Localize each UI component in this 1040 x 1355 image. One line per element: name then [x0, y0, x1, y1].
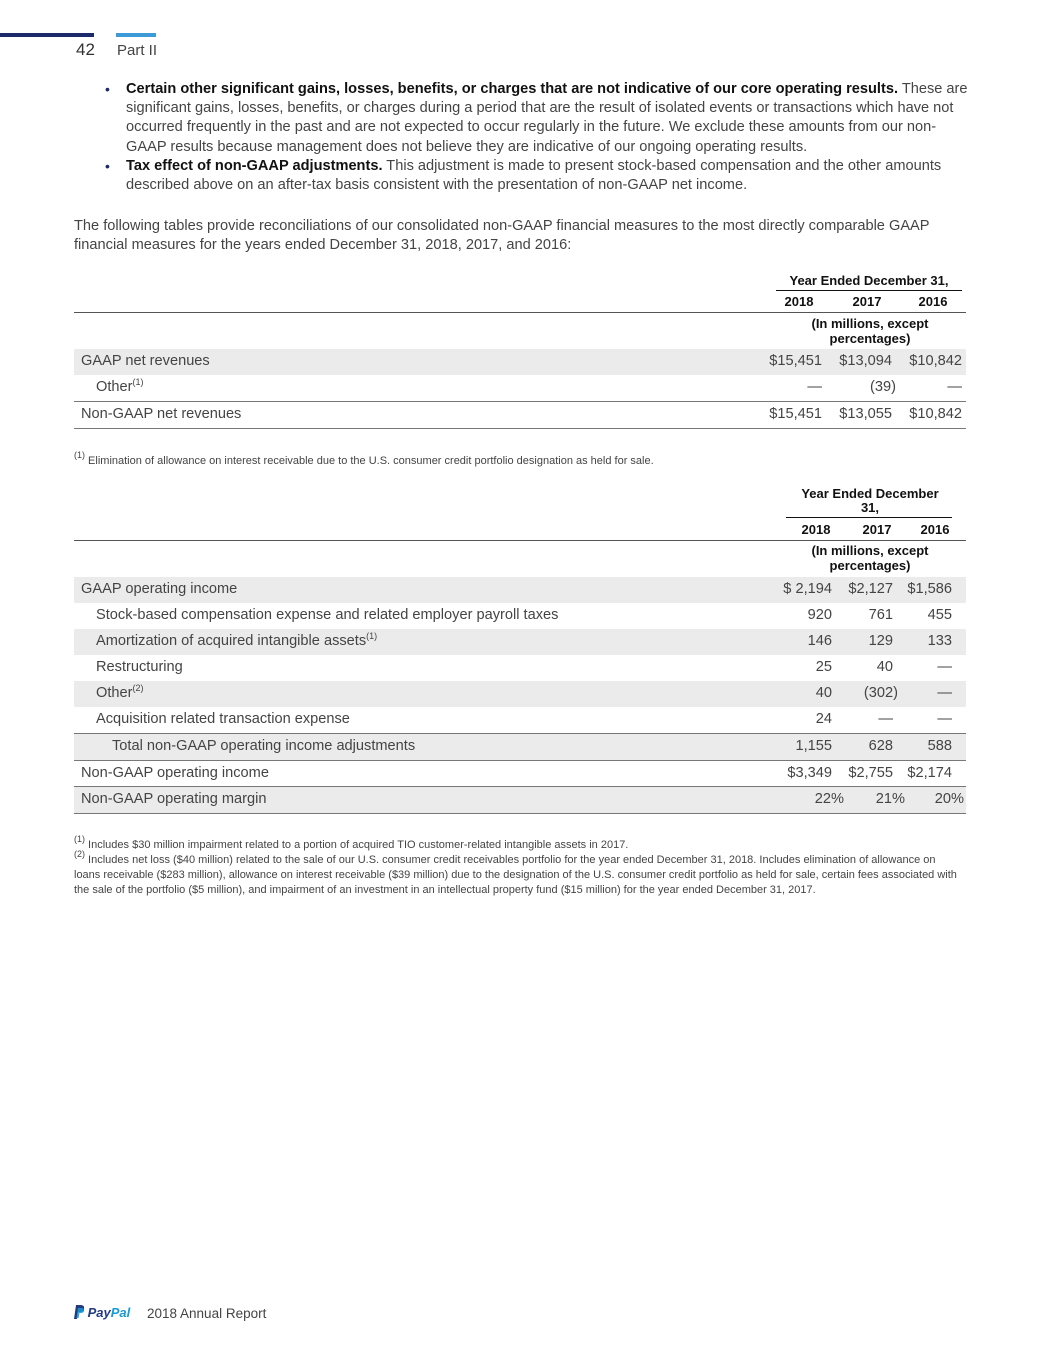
row-label: Acquisition related transaction expense	[96, 711, 350, 727]
cell-2016: $10,842	[909, 406, 962, 422]
cell-2018: 1,155	[795, 738, 832, 754]
cell-2018: $15,451	[769, 353, 822, 369]
units-note: (In millions, except percentages)	[811, 316, 929, 346]
table-row	[74, 603, 966, 629]
table-row	[74, 401, 966, 429]
bullet-text: These are significant gains, losses, benefits, or charges during a period that are the result of isolated events or transactions which have not occurred frequently in the past and are not expected to occur regularly in the future. We exclude these amounts from our non-GAAP results because management does not believe they are indicative of our ongoing operating results.	[126, 81, 968, 155]
cell-2018: 920	[807, 607, 832, 623]
bullet-list	[104, 80, 974, 195]
row-label: Other	[96, 685, 133, 701]
cell-2018: 146	[807, 633, 832, 649]
table-row	[74, 760, 966, 787]
cell-2017: $2,127	[848, 581, 893, 597]
row-label: Other	[96, 379, 133, 395]
logo-pay: Pay	[87, 1305, 111, 1320]
cell-2017: $13,094	[839, 353, 892, 369]
cell-2018: 22%	[814, 791, 844, 807]
row-label: Restructuring	[96, 659, 183, 675]
row-label: Stock-based compensation expense and related employer payroll taxes	[96, 607, 559, 623]
page-number: 42	[76, 40, 95, 59]
header-accent-bar-light	[116, 33, 156, 37]
footnote-ref: (2)	[132, 683, 144, 693]
intro-paragraph: The following tables provide reconciliations of our consolidated non-GAAP financial measures to the most directly comparable GAAP financial measures for the years ended December 31, 2018, 2017, and 2016:	[74, 218, 930, 253]
paypal-logo	[74, 1305, 130, 1320]
table-row	[74, 733, 966, 760]
cell-2016: —	[937, 711, 952, 727]
footnote-text: Includes $30 million impairment related to a portion of acquired TIO customer-related intangible assets in 2017.	[85, 839, 629, 851]
year-header: 2017	[852, 294, 882, 309]
paypal-p-icon	[74, 1305, 84, 1319]
footnote-text: Elimination of allowance on interest receivable due to the U.S. consumer credit portfolio designation as held for sale.	[85, 455, 654, 467]
header-rule	[74, 540, 966, 541]
footnote-mark: (1)	[74, 450, 85, 460]
cell-2017: $2,755	[848, 765, 893, 781]
footnote-mark: (2)	[74, 849, 85, 859]
bullet-lead: Certain other significant gains, losses, benefits, or charges that are not indicative of our core operating results.	[126, 81, 899, 97]
table-footnote	[74, 849, 964, 899]
cell-2017: 761	[868, 607, 893, 623]
table-footnote	[74, 450, 964, 469]
table-row	[74, 681, 966, 707]
period-header: Year Ended December 31,	[789, 273, 949, 288]
period-header-underline	[776, 290, 962, 291]
year-header: 2018	[801, 522, 831, 537]
cell-2018: 40	[815, 685, 832, 701]
row-label: Total non-GAAP operating income adjustments	[112, 738, 416, 754]
table-footnote	[74, 834, 964, 853]
header-rule	[74, 312, 966, 313]
row-label: Non-GAAP net revenues	[81, 406, 242, 422]
cell-2016: 588	[927, 738, 952, 754]
table-row	[74, 707, 966, 733]
year-header: 2017	[862, 522, 892, 537]
table-row	[74, 629, 966, 655]
table-row	[74, 786, 966, 814]
footnote-text: Includes net loss ($40 million) related to the sale of our U.S. consumer credit receivables portfolio for the year ended December 31, 2018. Includes elimination of allowance on loans receivable ($283 million), allowance on interest receivable ($39 million) due to the designation of the U.S. consumer credit portfolio as held for sale, certain fees associated with the sale of the portfolio ($5 million), and impairment of an investment in an intellectual property fund ($15 million) for the year ended December 31, 2017.	[74, 854, 957, 897]
cell-2017: $13,055	[839, 406, 892, 422]
year-header: 2016	[920, 522, 950, 537]
cell-2017: 129	[868, 633, 893, 649]
cell-2016: —	[937, 685, 952, 701]
table-row	[74, 349, 966, 375]
footer-report-title: 2018 Annual Report	[147, 1306, 267, 1321]
section-label: Part II	[117, 42, 158, 59]
bullet-item	[104, 157, 974, 195]
cell-2016: —	[947, 379, 962, 395]
bullet-item	[104, 80, 974, 157]
row-label: GAAP operating income	[81, 581, 238, 597]
footnote-mark: (1)	[74, 834, 85, 844]
cell-2017: (39)	[870, 379, 896, 395]
row-label: Amortization of acquired intangible assets	[96, 633, 367, 649]
cell-2016: 133	[927, 633, 952, 649]
bullet-lead: Tax effect of non-GAAP adjustments.	[126, 157, 383, 174]
cell-2016: $1,586	[907, 581, 952, 597]
table-row	[74, 577, 966, 603]
footnote-ref: (1)	[366, 631, 378, 641]
period-header-underline	[786, 517, 952, 518]
row-label: Non-GAAP operating margin	[81, 791, 267, 807]
cell-2017: (302)	[863, 685, 898, 701]
cell-2017: 40	[876, 659, 893, 675]
cell-2017: —	[878, 711, 893, 727]
row-label: Non-GAAP operating income	[81, 765, 269, 781]
bullet-text: This adjustment is made to present stock-based compensation and the other amounts described above on an after-tax basis consistent with the presentation of non-GAAP net income.	[126, 157, 942, 194]
table-row	[74, 375, 966, 401]
table-row	[74, 655, 966, 681]
header-accent-bar	[0, 33, 94, 37]
units-note: (In millions, except percentages)	[811, 543, 929, 573]
logo-pal: Pal	[110, 1305, 131, 1320]
cell-2018: 25	[815, 659, 832, 675]
cell-2018: —	[807, 379, 822, 395]
cell-2016: $2,174	[907, 765, 952, 781]
cell-2016: —	[937, 659, 952, 675]
period-header: Year Ended December 31,	[801, 486, 939, 515]
row-label: GAAP net revenues	[81, 353, 210, 369]
cell-2018: 24	[815, 711, 832, 727]
footnote-ref: (1)	[132, 377, 144, 387]
cell-2018: $3,349	[787, 765, 832, 781]
year-header: 2016	[918, 294, 948, 309]
cell-2017: 628	[868, 738, 893, 754]
year-header: 2018	[784, 294, 814, 309]
cell-2017: 21%	[875, 791, 905, 807]
cell-2016: 455	[927, 607, 952, 623]
cell-2018: $15,451	[769, 406, 822, 422]
cell-2018: $ 2,194	[783, 581, 832, 597]
cell-2016: 20%	[934, 791, 964, 807]
cell-2016: $10,842	[909, 353, 962, 369]
